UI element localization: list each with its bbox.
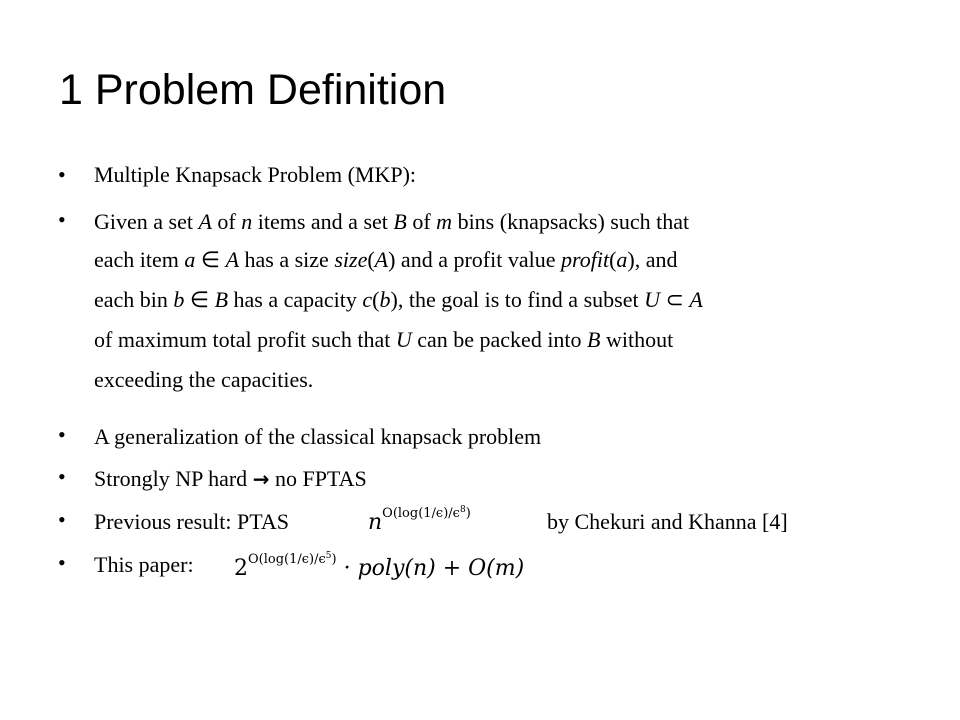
definition-line-4: of maximum total profit such that U can be packed into B without: [94, 327, 674, 352]
ptas-formula: $n^{O(log(1/\epsilon)/\epsilon^8)}$: [368, 505, 471, 535]
definition-line-5: exceeding the capacities.: [94, 367, 314, 392]
this-paper-formula: $2^{O(log(1/\epsilon)/\epsilon^5)}$ · poly(n) + O(m): [234, 551, 525, 581]
bullet-marker: •: [58, 207, 66, 232]
bullet-generalization: A generalization of the classical knapsack problem: [94, 424, 542, 449]
bullet-marker: •: [58, 464, 66, 489]
bullet-mkp: Multiple Knapsack Problem (MKP):: [94, 162, 417, 187]
bullet-previous-result-credit: by Chekuri and Khanna [4]: [547, 509, 788, 534]
bullet-np-hard: Strongly NP hard → no FPTAS: [94, 466, 367, 491]
bullet-previous-result-label: Previous result: PTAS: [94, 509, 290, 534]
bullet-this-paper-label: This paper:: [94, 552, 194, 577]
definition-line-1: Given a set A of n items and a set B of m bins (knapsacks) such that: [94, 209, 690, 234]
slide-title: 1 Problem Definition: [59, 66, 447, 114]
bullet-marker: •: [58, 550, 66, 575]
implies-arrow-icon: →: [252, 467, 270, 491]
bullet-marker: •: [58, 162, 66, 187]
bullet-marker: •: [58, 507, 66, 532]
definition-line-2: each item a ∈ A has a size size(A) and a profit value profit(a), and: [94, 247, 678, 272]
definition-line-3: each bin b ∈ B has a capacity c(b), the goal is to find a subset U ⊂ A: [94, 287, 703, 312]
bullet-marker: •: [58, 422, 66, 447]
